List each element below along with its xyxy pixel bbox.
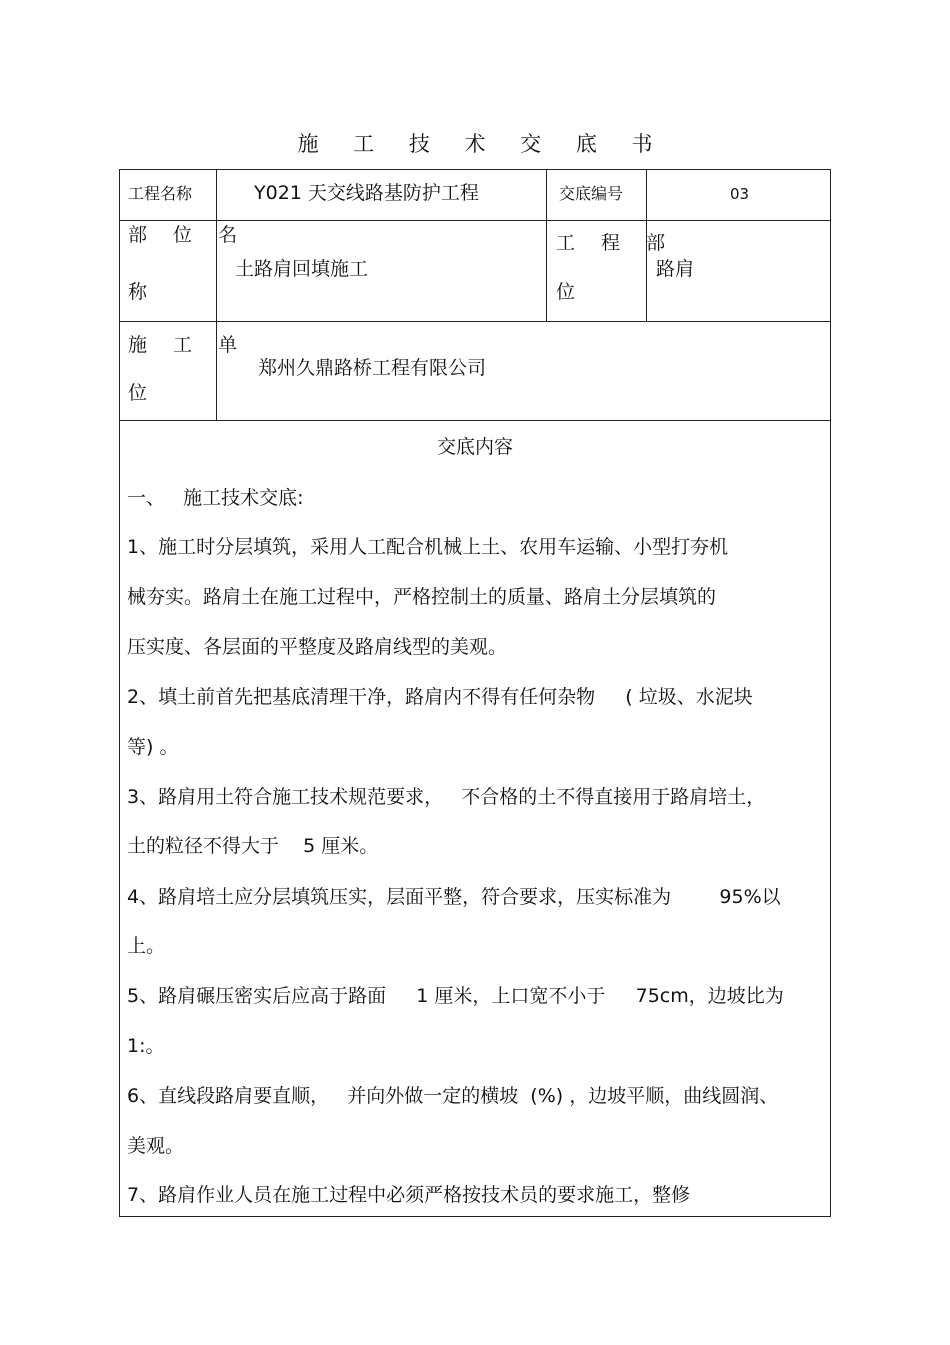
content-line: 4、路肩培土应分层填筑压实，层面平整，符合要求，压实标准为 95%以 [127, 886, 781, 908]
unit-label-line2: 位 [128, 382, 158, 404]
content-line: 1、施工时分层填筑，采用人工配合机械上土、农用车运输、小型打夯机 [127, 536, 729, 558]
content-line: 械夯实。路肩土在施工过程中，严格控制土的质量、路肩土分层填筑的 [127, 586, 717, 608]
row-divider [120, 420, 830, 421]
content-line: 7、路肩作业人员在施工过程中必须严格按技术员的要求施工，整修 [127, 1184, 691, 1206]
part-name-value: 土路肩回填施工 [235, 258, 369, 280]
row-divider [120, 321, 830, 322]
code-label: 交底编号 [559, 184, 624, 203]
document-title: 施 工 技 术 交 底 书 [297, 132, 667, 156]
column-divider [546, 170, 547, 321]
project-name-label: 工程名称 [128, 184, 193, 203]
content-line: 一、 施工技术交底: [127, 487, 304, 509]
unit-label-line1: 施 工 单 [128, 334, 248, 356]
disclosure-form [119, 169, 831, 1217]
content-line: 3、路肩用土符合施工技术规范要求， 不合格的土不得直接用于路肩培土， [127, 786, 766, 808]
unit-value: 郑州久鼎路桥工程有限公司 [258, 357, 487, 379]
content-title: 交底内容 [436, 436, 513, 458]
code-value: 03 [730, 185, 750, 203]
column-divider [216, 170, 217, 420]
eng-part-label-line1: 工 程 部 [556, 232, 676, 254]
project-name-value: Y021 天交线路基防护工程 [254, 182, 479, 204]
content-line: 美观。 [127, 1135, 185, 1157]
part-name-label-line1: 部 位 名 [128, 224, 248, 246]
content-line: 等) 。 [127, 736, 179, 758]
content-line: 1:。 [127, 1035, 165, 1057]
content-line: 2、填土前首先把基底清理干净，路肩内不得有任何杂物 ( 垃圾、水泥块 [127, 686, 753, 708]
content-line: 6、直线段路肩要直顺， 并向外做一定的横坡 (%) ，边坡平顺，曲线圆润、 [127, 1085, 779, 1107]
eng-part-value: 路肩 [656, 258, 695, 280]
content-line: 土的粒径不得大于 5 厘米。 [127, 835, 379, 857]
row-divider [120, 220, 830, 221]
content-line: 5、路肩碾压密实后应高于路面 1 厘米，上口宽不小于 75cm，边坡比为 [127, 985, 784, 1007]
eng-part-label-line2: 位 [556, 281, 586, 303]
content-line: 压实度、各层面的平整度及路肩线型的美观。 [127, 636, 508, 658]
content-line: 上。 [127, 935, 166, 957]
part-name-label-line2: 称 [128, 281, 158, 303]
